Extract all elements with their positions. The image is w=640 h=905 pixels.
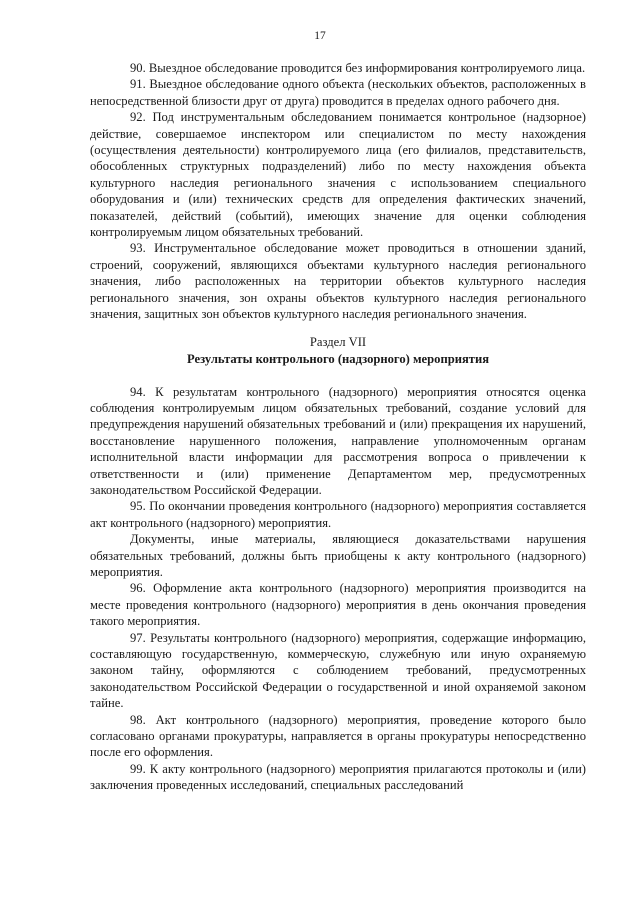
section-heading: Раздел VII	[309, 334, 367, 349]
document-body	[90, 60, 586, 794]
paragraph-96: 96. Оформление акта контрольного (надзорного) мероприятия производится на месте проведения контрольного (надзорного) мероприятия в день окончания проведения такого мероприятия.	[90, 581, 586, 629]
page-number: 17	[314, 30, 326, 42]
paragraph-93: 93. Инструментальное обследование может проводиться в отношении зданий, строений, сооружений, являющихся объектами культурного наследия регионального значения, либо расположенных на территории объектов культурного наследия регионального значения, зон охраны объектов культурного наследия регионального значения, защитных зон объектов культурного наследия регионального значения.	[90, 241, 586, 322]
paragraph-92: 92. Под инструментальным обследованием понимается контрольное (надзорное) действие, совершаемое инспектором или специалистом по месту нахождения (осуществления деятельности) контролируемого лица (его филиалов, представительств, обособленных структурных подразделений) либо по месту нахождения объекта культурного наследия регионального значения с использованием специального оборудования и (или) технических средств для определения фактических значений, показателей, действий (событий), имеющих значение для оценки соблюдения контролируемым лицом обязательных требований.	[90, 110, 586, 240]
paragraph-91: 91. Выездное обследование одного объекта (нескольких объектов, расположенных в непосредственной близости друг от друга) проводится в пределах одного рабочего дня.	[90, 77, 586, 108]
paragraph-95-documents: Документы, иные материалы, являющиеся доказательствами нарушения обязательных требований, должны быть приобщены к акту контрольного (надзорного) мероприятия.	[90, 532, 586, 579]
paragraph-99: 99. К акту контрольного (надзорного) мероприятия прилагаются протоколы и (или) заключения проведенных исследований, специальных расследований	[90, 761, 586, 793]
paragraph-95: 95. По окончании проведения контрольного (надзорного) мероприятия составляется акт контрольного (надзорного) мероприятия.	[90, 499, 586, 530]
paragraph-97: 97. Результаты контрольного (надзорного) мероприятия, содержащие информацию, составляющую государственную, коммерческую, служебную или иную охраняемую законом тайну, оформляются с соблюдением требований, предусмотренных законодательством Российской Федерации о государственной и иной охраняемой законом тайне.	[90, 630, 586, 711]
paragraph-90: 90. Выездное обследование проводится без информирования контролируемого лица.	[130, 61, 586, 75]
section-title: Результаты контрольного (надзорного) мероприятия	[186, 351, 490, 366]
paragraph-94: 94. К результатам контрольного (надзорного) мероприятия относятся оценка соблюдения контролируемым лицом обязательных требований, создание условий для предупреждения нарушений обязательных требований и (или) прекращения их нарушений, восстановление нарушенного положения, направление уполномоченным органам исполнительной власти информации для рассмотрения вопроса о привлечении к ответственности и (или) применение Департаментом мер, предусмотренных законодательством Российской Федерации.	[90, 384, 586, 497]
paragraph-98: 98. Акт контрольного (надзорного) мероприятия, проведение которого было согласовано органами прокуратуры, направляется в органы прокуратуры непосредственно после его оформления.	[90, 712, 586, 760]
